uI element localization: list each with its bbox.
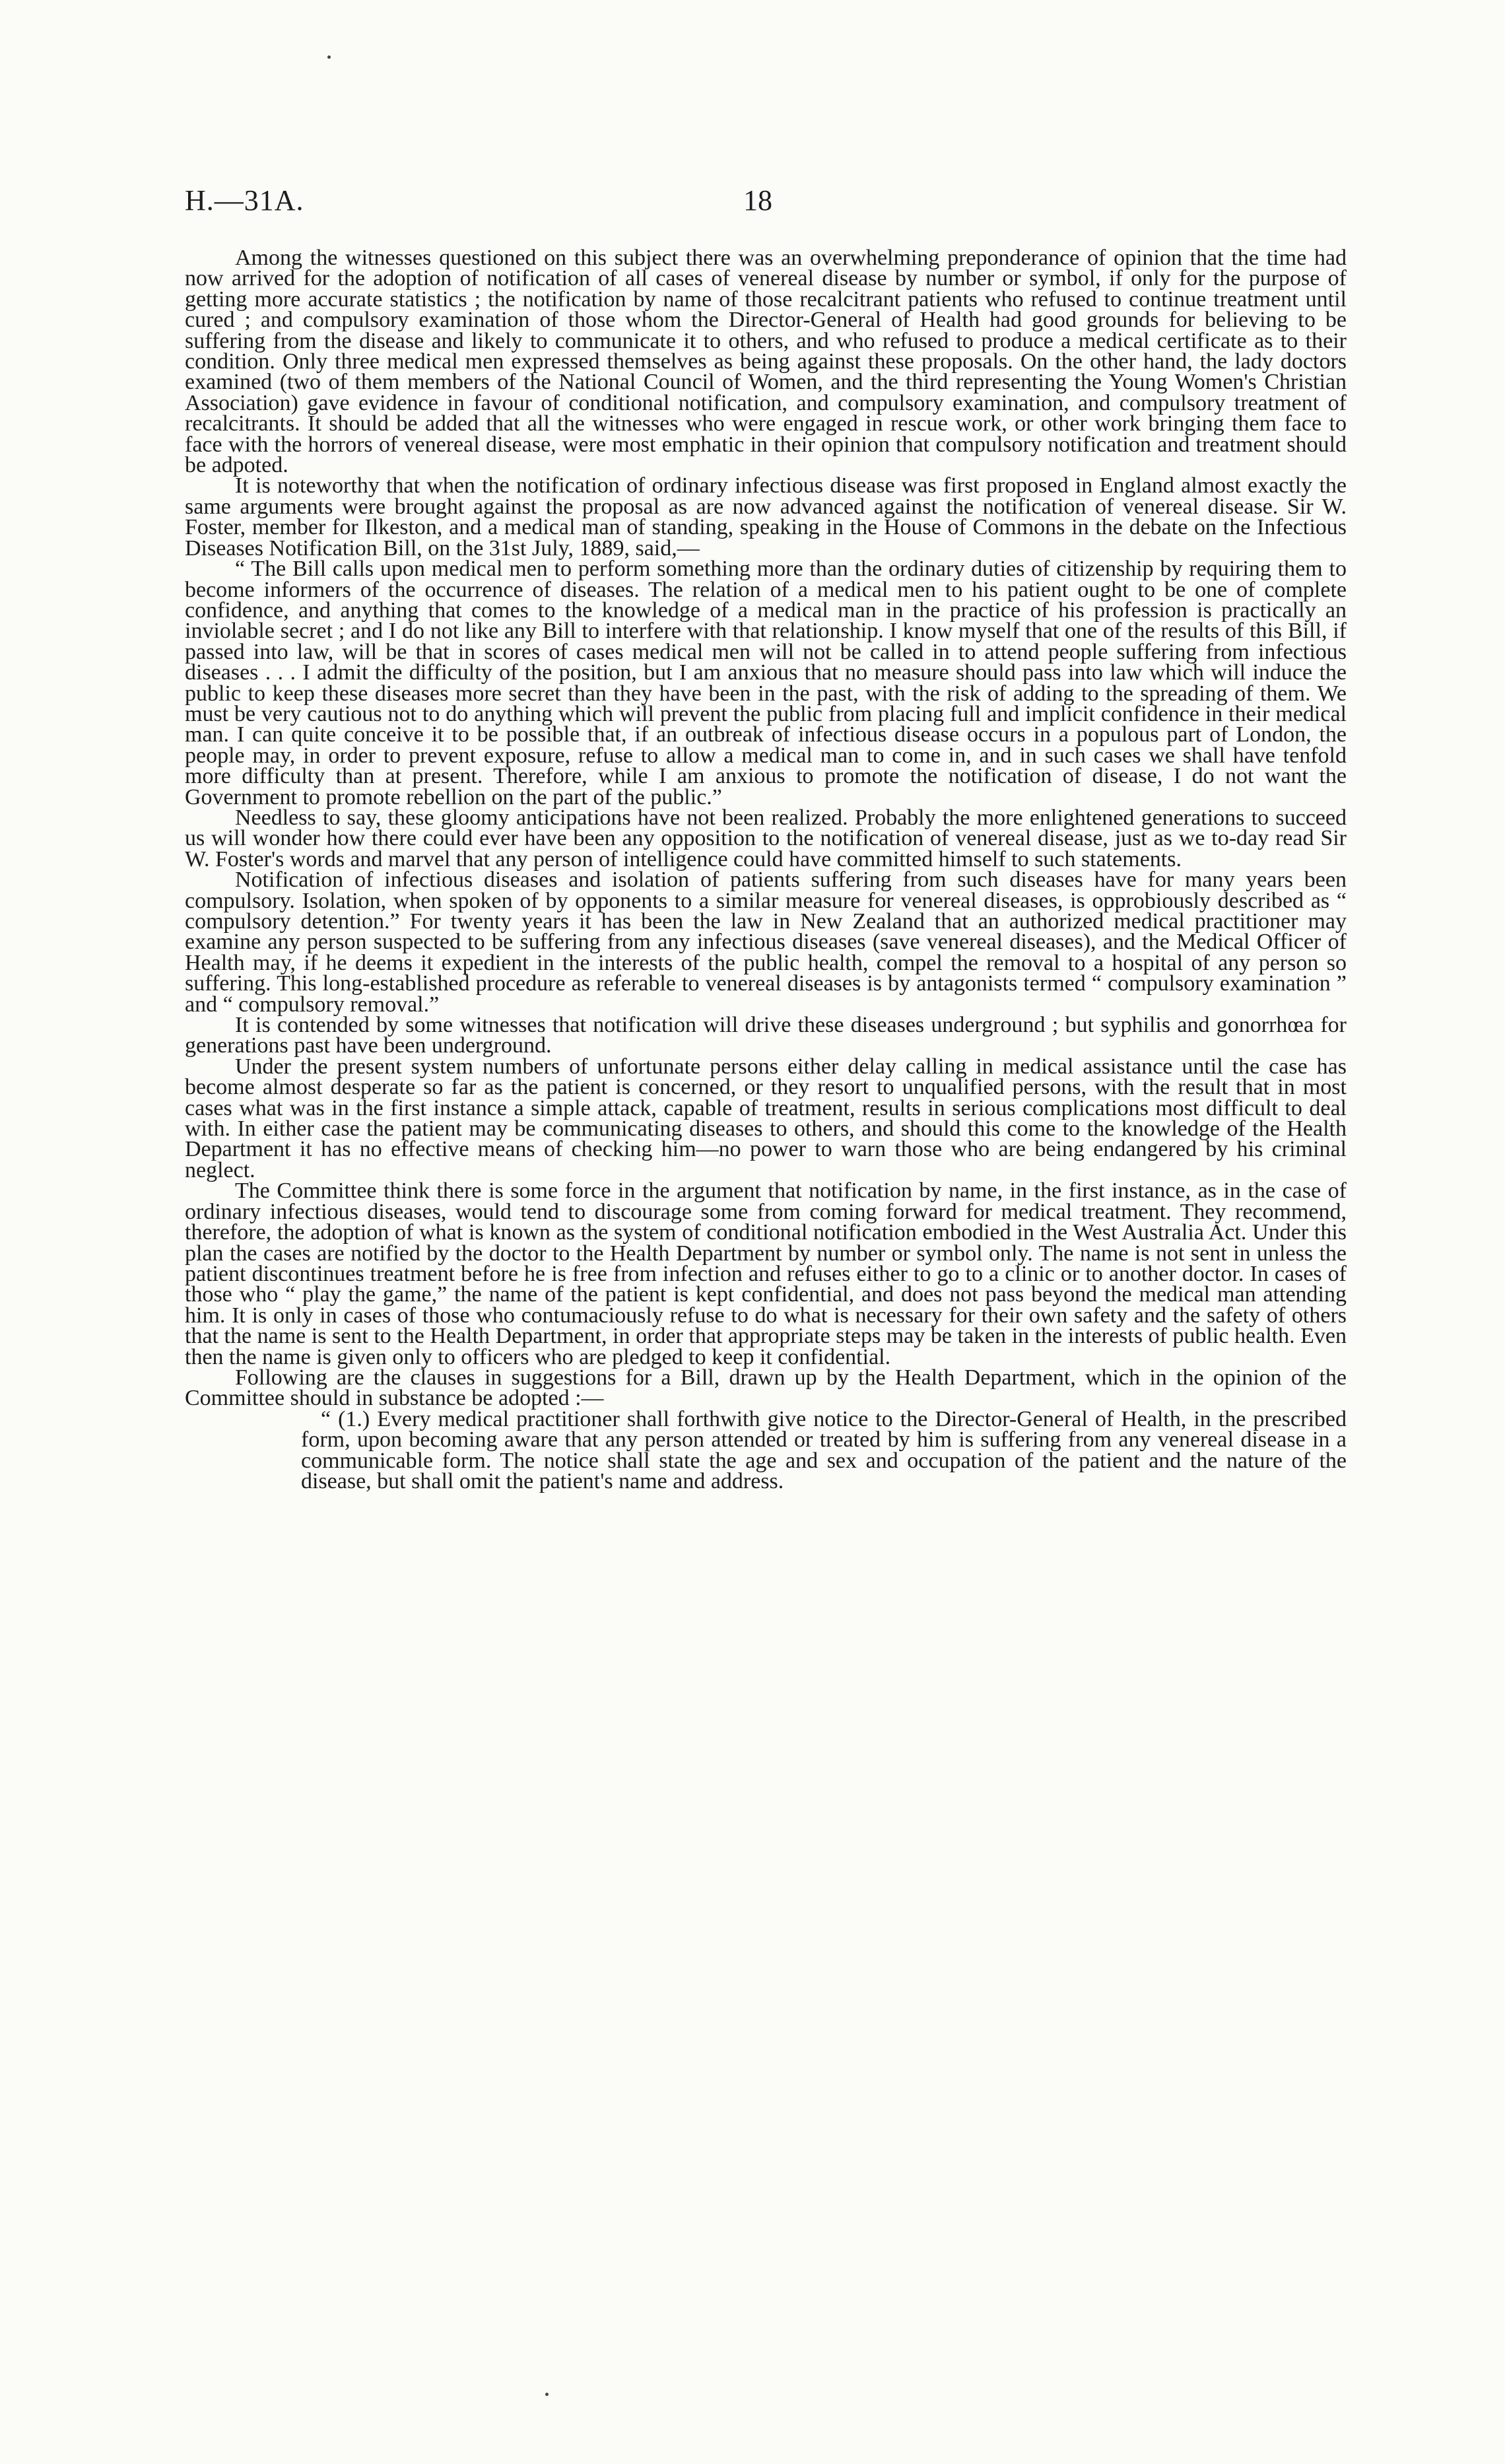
paragraph-present-system: Under the present system numbers of unfortunate persons either delay calling in medical assistance until the case has become almost desperate so far as the patient is concerned, or they resort to unqualified persons, with the result that in most cases what was in the first instance a simple attack, capable of treatment, results in serious complications most difficult to deal with. In either case the patient may be communicating diseases to others, and should this come to the knowledge of the Health Department it has no effective means of checking him—no power to warn those who are being endangered by his criminal neglect. bbox=[185, 1054, 1347, 1182]
paragraph-needless: Needless to say, these gloomy anticipations have not been realized. Probably the more enlightened generations to succeed us will wonder how there could ever have been any opposition to the notification of venereal disease, just as we to-day read Sir W. Foster's words and marvel that any person of intelligence could have committed himself to such statements. bbox=[185, 805, 1347, 872]
page-number: 18 bbox=[743, 184, 772, 217]
paragraph-committee: The Committee think there is some force in the argument that notification by name, in the first instance, as in the case of ordinary infectious diseases, would tend to discourage some from coming forward for medical treatment. They recommend, therefore, the adoption of what is known as the system of conditional notification embodied in the West Australia Act. Under this plan the cases are notified by the doctor to the Health Department by number or symbol only. The name is not sent in unless the patient discontinues treatment before he is free from infection and refuses either to go to a clinic or to another doctor. In cases of those who “ play the game,” the name of the patient is kept confidential, and does not pass beyond the medical man attending him. It is only in cases of those who contumaciously refuse to do what is necessary for their own safety and the safety of others that the name is sent to the Health Department, in order that appropriate steps may be taken in the interests of public health. Even then the name is given only to officers who are pledged to keep it confidential. bbox=[185, 1179, 1347, 1369]
paragraph-contended: It is contended by some witnesses that notification will drive these diseases underground ; but syphilis and gonorrhœa for generations past have been underground. bbox=[185, 1013, 1347, 1058]
page-header bbox=[185, 184, 1347, 217]
document-reference: H.—31A. bbox=[185, 184, 304, 217]
paragraph-notification: Notification of infectious diseases and isolation of patients suffering from such diseases have for many years been compulsory. Isolation, when spoken of by opponents to a similar measure for venereal diseases, is opprobiously described as “ compulsory detention.” For twenty years it has been the law in New Zealand that an authorized medical practitioner may examine any person suspected to be suffering from any infectious diseases (save venereal diseases), and the Medical Officer of Health may, if he deems it expedient in the interests of the public health, compel the removal to a hospital of any person so suffering. This long-established procedure as referable to venereal diseases is by antagonists termed “ compulsory examination ” and “ compulsory removal.” bbox=[185, 868, 1347, 1017]
bill-clause-1: “ (1.) Every medical practitioner shall forthwith give notice to the Director-General of Health, in the prescribed form, upon becoming aware that any person attended or treated by him is suffering from any venereal disease in a communicable form. The notice shall state the age and sex and occupation of the patient and the nature of the disease, but shall omit the patient's name and address. bbox=[301, 1406, 1347, 1493]
paragraph-history: It is noteworthy that when the notification of ordinary infectious disease was first proposed in England almost exactly the same arguments were brought against the proposal as are now advanced against the notification of venereal disease. Sir W. Foster, member for Ilkeston, and a medical man of standing, speaking in the House of Commons in the debate on the Infectious Diseases Notification Bill, on the 31st July, 1889, said,— bbox=[185, 473, 1347, 561]
quotation-foster: “ The Bill calls upon medical men to perform something more than the ordinary duties of citizenship by requiring them to become informers of the occurrence of diseases. The relation of a medical men to his patient ought to be one of complete confidence, and anything that comes to the knowledge of a medical man in the practice of his profession is practically an inviolable secret ; and I do not like any Bill to interfere with that relationship. I know myself that one of the results of this Bill, if passed into law, will be that in scores of cases medical men will not be called in to attend people suffering from infectious diseases . . . I admit the difficulty of the position, but I am anxious that no measure should pass into law which will induce the public to keep these diseases more secret than they have been in the past, with the risk of adding to the spreading of them. We must be very cautious not to do anything which will prevent the public from placing full and implicit confidence in their medical man. I can quite conceive it to be possible that, if an outbreak of infectious disease occurs in a populous part of London, the people may, in order to prevent exposure, refuse to allow a medical man to come in, and in such cases we shall have tenfold more difficulty than at present. Therefore, while I am anxious to promote the notification of disease, I do not want the Government to promote rebellion on the part of the public.” bbox=[185, 557, 1347, 809]
paragraph-following: Following are the clauses in suggestions for a Bill, drawn up by the Health Department, which in the opinion of the Committee should in substance be adopted :— bbox=[185, 1365, 1347, 1411]
paragraph-witnesses: Among the witnesses questioned on this subject there was an overwhelming preponderance of opinion that the time had now arrived for the adoption of notification of all cases of venereal disease by number or symbol, if only for the purpose of getting more accurate statistics ; the notification by name of those recalcitrant patients who refused to continue treatment until cured ; and compulsory examination of those whom the Director-General of Health had good grounds for believing to be suffering from the disease and likely to communicate it to others, and who refused to produce a medical certificate as to their condition. Only three medical men expressed themselves as being against these proposals. On the other hand, the lady doctors examined (two of them members of the National Council of Women, and the third representing the Young Women's Christian Association) gave evidence in favour of conditional notification, and compulsory examination, and compulsory treatment of recalcitrants. It should be added that all the witnesses who were engaged in rescue work, or other work bringing them face to face with the horrors of venereal disease, were most emphatic in their opinion that compulsory notification and treatment should be adpoted. bbox=[185, 246, 1347, 478]
scan-speck bbox=[327, 55, 331, 59]
body-text bbox=[185, 248, 1347, 1491]
scan-speck bbox=[545, 2393, 549, 2396]
